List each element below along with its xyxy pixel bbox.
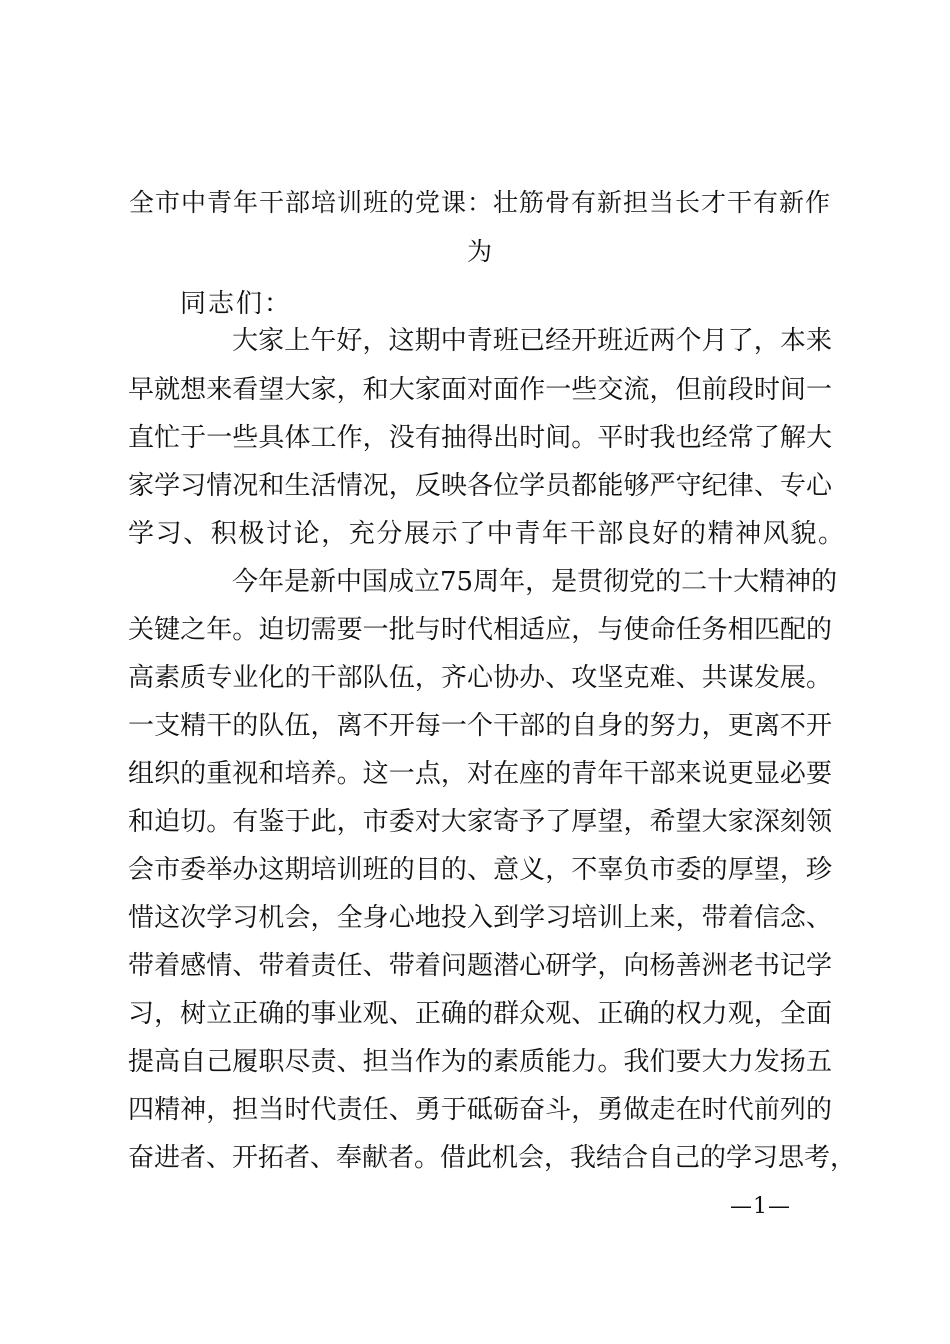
paragraph-2-line: 组织的重视和培养。这一点，对在座的青年干部来说更显必要 (128, 759, 832, 789)
paragraph-1-line: 早就想来看望大家，和大家面对面作一些交流，但前段时间一 (128, 375, 832, 405)
paragraph-1-line: 大家上午好，这期中青班已经开班近两个月了，本来 (232, 326, 832, 356)
paragraph-2-line: 关键之年。迫切需要一批与时代相适应，与使命任务相匹配的 (128, 615, 832, 645)
paragraph-2-line: 会市委举办这期培训班的目的、意义，不辜负市委的厚望，珍 (128, 855, 832, 885)
paragraph-2-line: 和迫切。有鉴于此，市委对大家寄予了厚望，希望大家深刻领 (128, 807, 832, 837)
paragraph-2-line: 带着感情、带着责任、带着问题潜心研学，向杨善洲老书记学 (128, 951, 832, 981)
paragraph-2-line: 习，树立正确的事业观、正确的群众观、正确的权力观，全面 (128, 999, 832, 1029)
paragraph-2-line: 高素质专业化的干部队伍，齐心协办、攻坚克难、共谋发展。 (128, 663, 832, 693)
paragraph-2-line: 提高自己履职尽责、担当作为的素质能力。我们要大力发扬五 (128, 1047, 832, 1077)
paragraph-2-line: 奋进者、开拓者、奉献者。借此机会，我结合自己的学习思考， (128, 1143, 857, 1173)
paragraph-2-line: 四精神，担当时代责任、勇于砥砺奋斗，勇做走在时代前列的 (128, 1095, 832, 1125)
paragraph-1-line: 学习、积极讨论，充分展示了中青年干部良好的精神风貌。 (128, 519, 846, 549)
paragraph-1-line: 直忙于一些具体工作，没有抽得出时间。平时我也经常了解大 (128, 423, 832, 453)
document-title-line-1: 全市中青年干部培训班的党课：壮筋骨有新担当长才干有新作 (128, 188, 831, 217)
paragraph-2-line: 惜这次学习机会，全身心地投入到学习培训上来，带着信念、 (128, 903, 832, 933)
document-title-line-2: 为 (466, 237, 493, 266)
salutation: 同志们： (180, 289, 293, 319)
paragraph-2-line: 一支精干的队伍，离不开每一个干部的自身的努力，更离不开 (128, 711, 832, 741)
paragraph-1-line: 家学习情况和生活情况，反映各位学员都能够严守纪律、专心 (128, 471, 832, 501)
paragraph-2-line: 今年是新中国成立75周年，是贯彻党的二十大精神的 (232, 567, 838, 597)
page-number: —1— (730, 1194, 791, 1219)
